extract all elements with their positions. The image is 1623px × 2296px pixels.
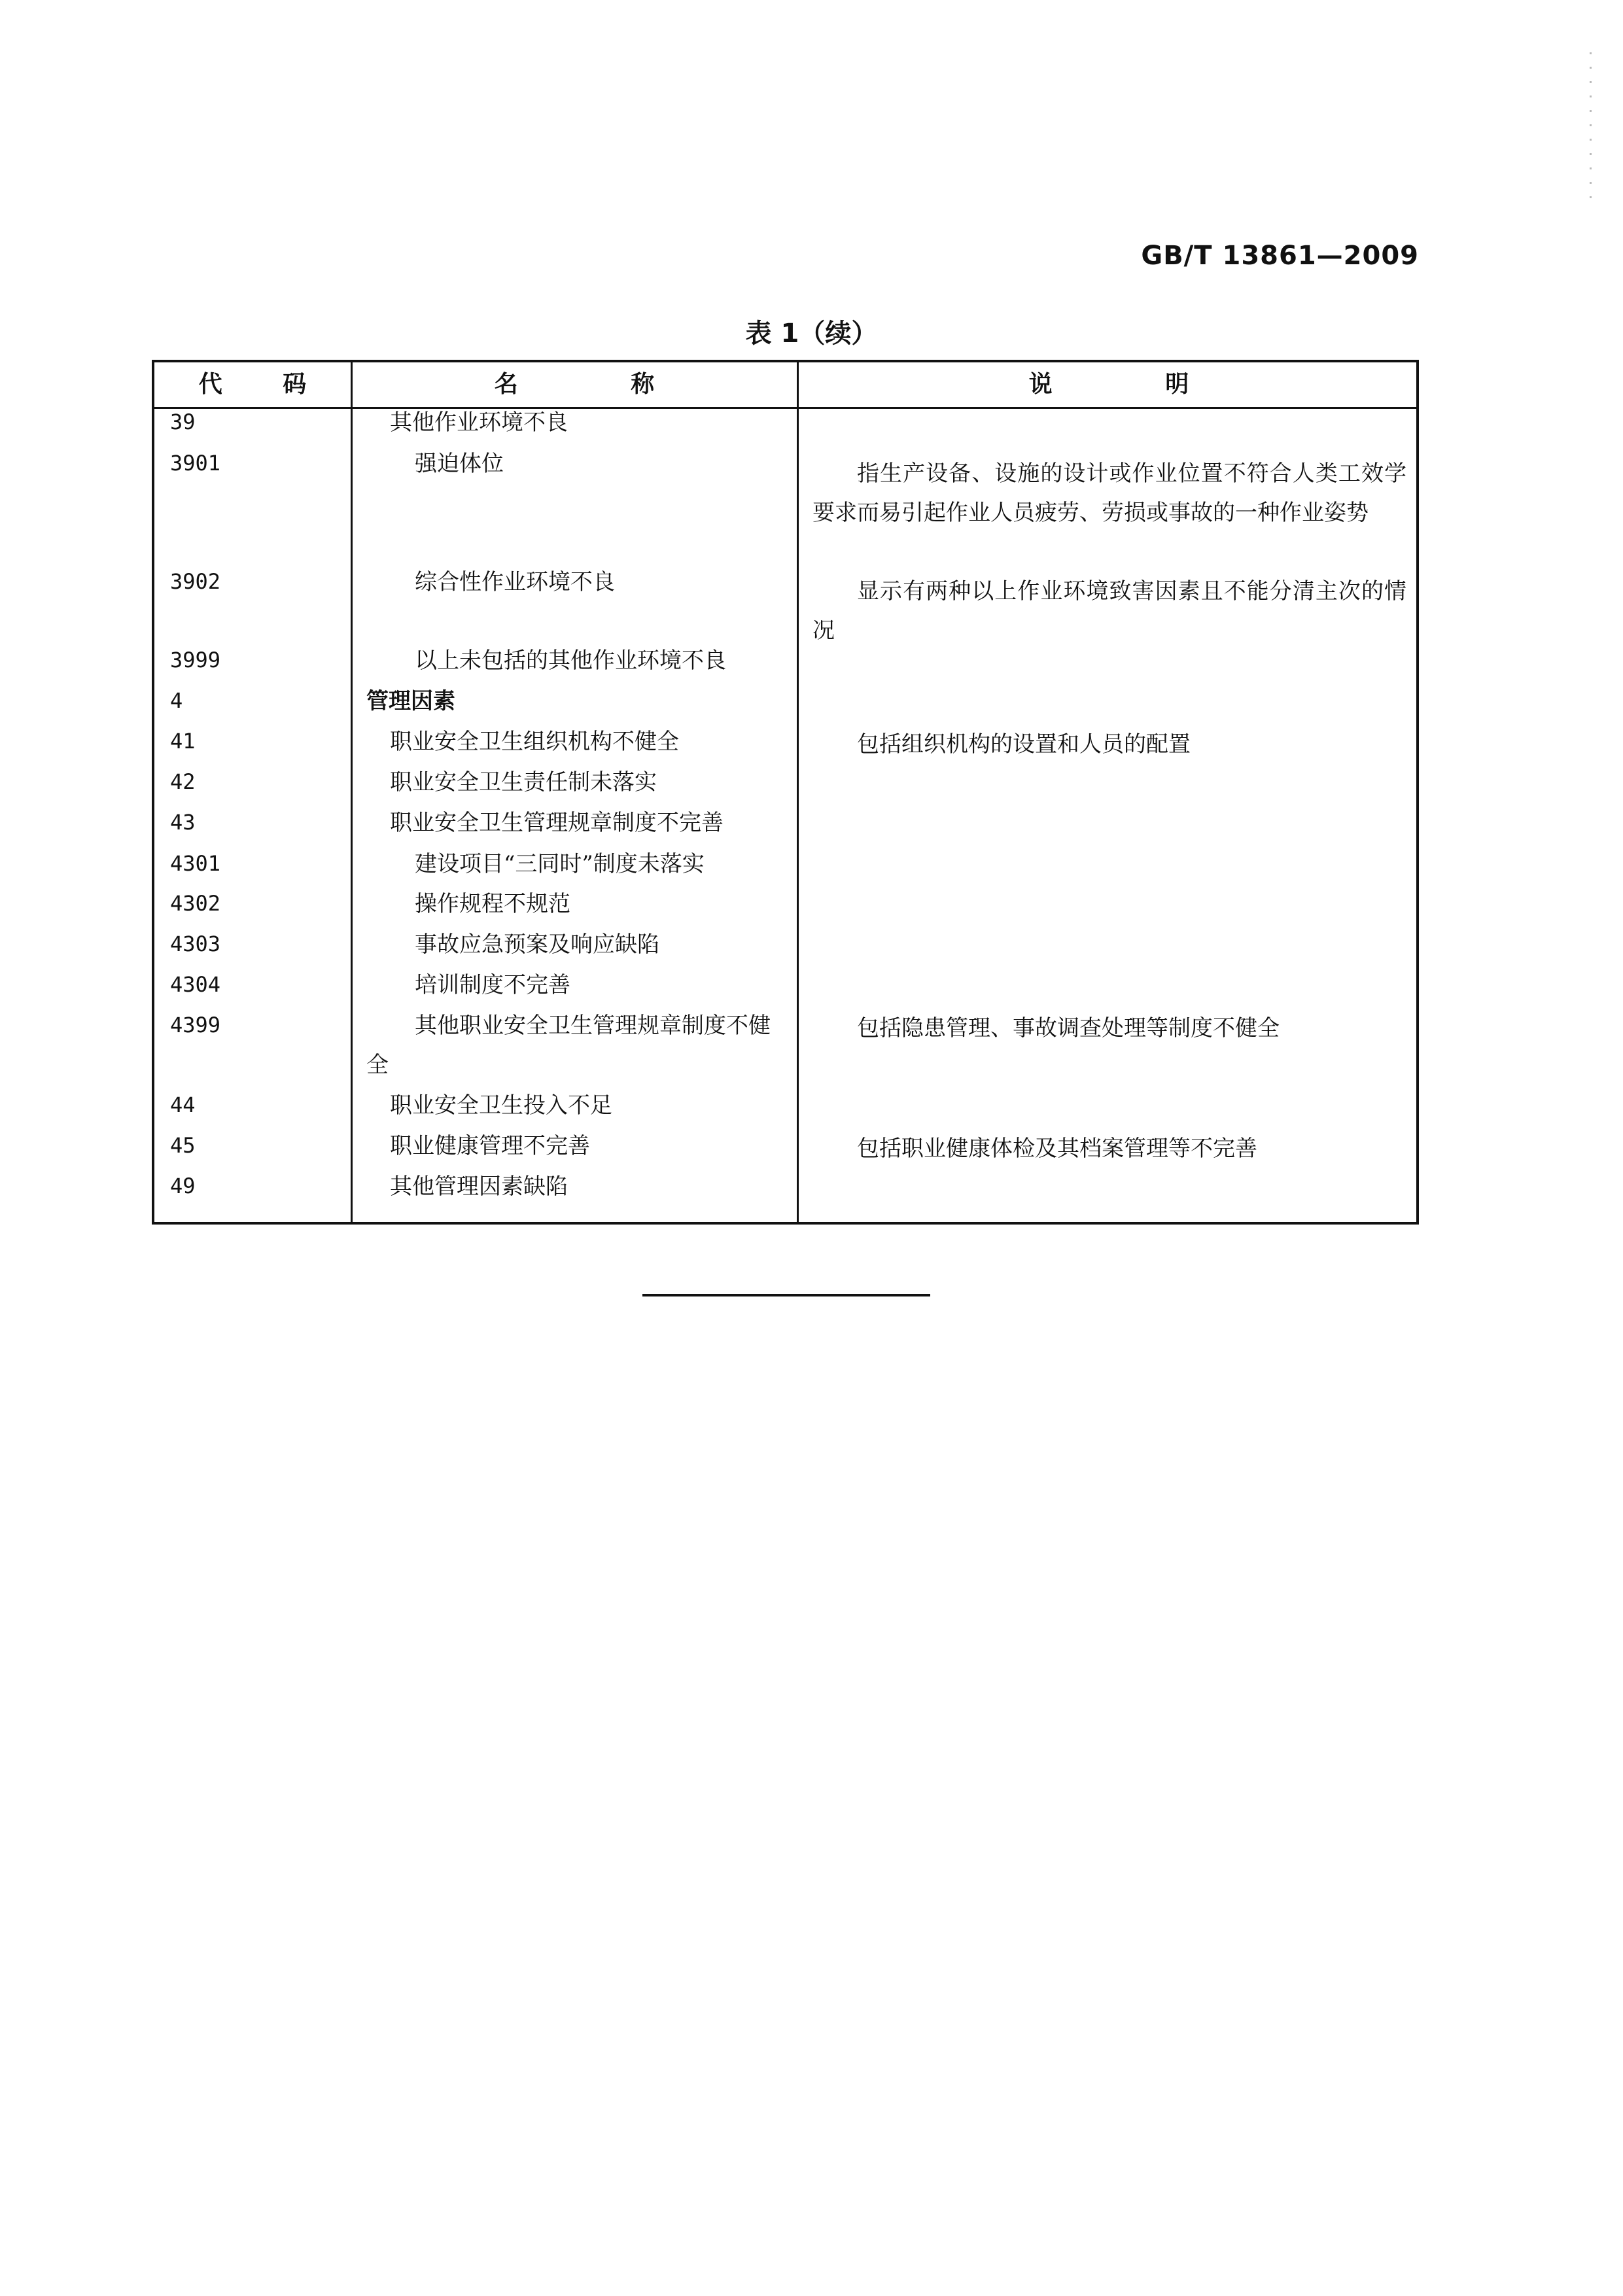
- row-name: 培训制度不完善: [415, 972, 570, 998]
- header-code: 代 码: [198, 371, 333, 398]
- row-name: 职业安全卫生责任制未落实: [390, 769, 657, 795]
- row-code: 3999: [170, 648, 221, 672]
- row-code: 3901: [170, 451, 221, 476]
- row-name: 职业健康管理不完善: [390, 1133, 590, 1159]
- row-code: 4304: [170, 972, 221, 997]
- row-name: 其他作业环境不良: [390, 409, 568, 436]
- end-rule: [642, 1294, 930, 1296]
- row-code: 42: [170, 769, 196, 794]
- header-desc: 说 明: [1028, 371, 1242, 398]
- scan-margin-dots: [1590, 52, 1592, 203]
- row-code: 4303: [170, 931, 221, 956]
- row-desc: 指生产设备、设施的设计或作业位置不符合人类工效学要求而易引起作业人员疲劳、劳损或事故的一种作业姿势: [812, 461, 1406, 526]
- row-name: 其他管理因素缺陷: [390, 1174, 568, 1200]
- header-name: 名 称: [494, 371, 707, 398]
- row-code: 44: [170, 1092, 196, 1117]
- column-divider: [351, 362, 353, 1222]
- row-name: 强迫体位: [415, 451, 504, 477]
- row-name: 其他职业安全卫生管理规章制度不健全: [366, 1013, 771, 1078]
- table-title: 表 1（续）: [745, 319, 878, 349]
- column-divider: [797, 362, 799, 1222]
- document-code: GB/T 13861—2009: [1141, 241, 1419, 271]
- row-name: 操作规程不规范: [415, 891, 570, 917]
- row-desc: 包括组织机构的设置和人员的配置: [857, 731, 1191, 757]
- header-divider: [154, 407, 1416, 409]
- row-name: 综合性作业环境不良: [415, 569, 615, 595]
- data-table: [152, 360, 1419, 1225]
- row-name: 建设项目“三同时”制度未落实: [415, 851, 705, 877]
- row-desc: 包括职业健康体检及其档案管理等不完善: [857, 1136, 1257, 1162]
- row-code: 4399: [170, 1013, 221, 1037]
- row-name: 职业安全卫生投入不足: [390, 1092, 612, 1119]
- row-code: 43: [170, 810, 196, 835]
- row-name: 事故应急预案及响应缺陷: [415, 931, 659, 958]
- row-code: 49: [170, 1174, 196, 1198]
- row-name: 以上未包括的其他作业环境不良: [415, 648, 726, 674]
- row-code: 45: [170, 1133, 196, 1158]
- row-code: 41: [170, 729, 196, 754]
- row-code: 4: [170, 688, 183, 713]
- row-desc: 显示有两种以上作业环境致害因素且不能分清主次的情况: [812, 578, 1406, 644]
- row-name: 职业安全卫生管理规章制度不完善: [390, 810, 724, 836]
- row-code: 39: [170, 409, 196, 434]
- row-code: 3902: [170, 569, 221, 594]
- row-name: 职业安全卫生组织机构不健全: [390, 729, 679, 755]
- row-desc: 包括隐患管理、事故调查处理等制度不健全: [857, 1015, 1280, 1041]
- row-name: 管理因素: [366, 688, 455, 714]
- row-code: 4301: [170, 851, 221, 876]
- row-code: 4302: [170, 891, 221, 916]
